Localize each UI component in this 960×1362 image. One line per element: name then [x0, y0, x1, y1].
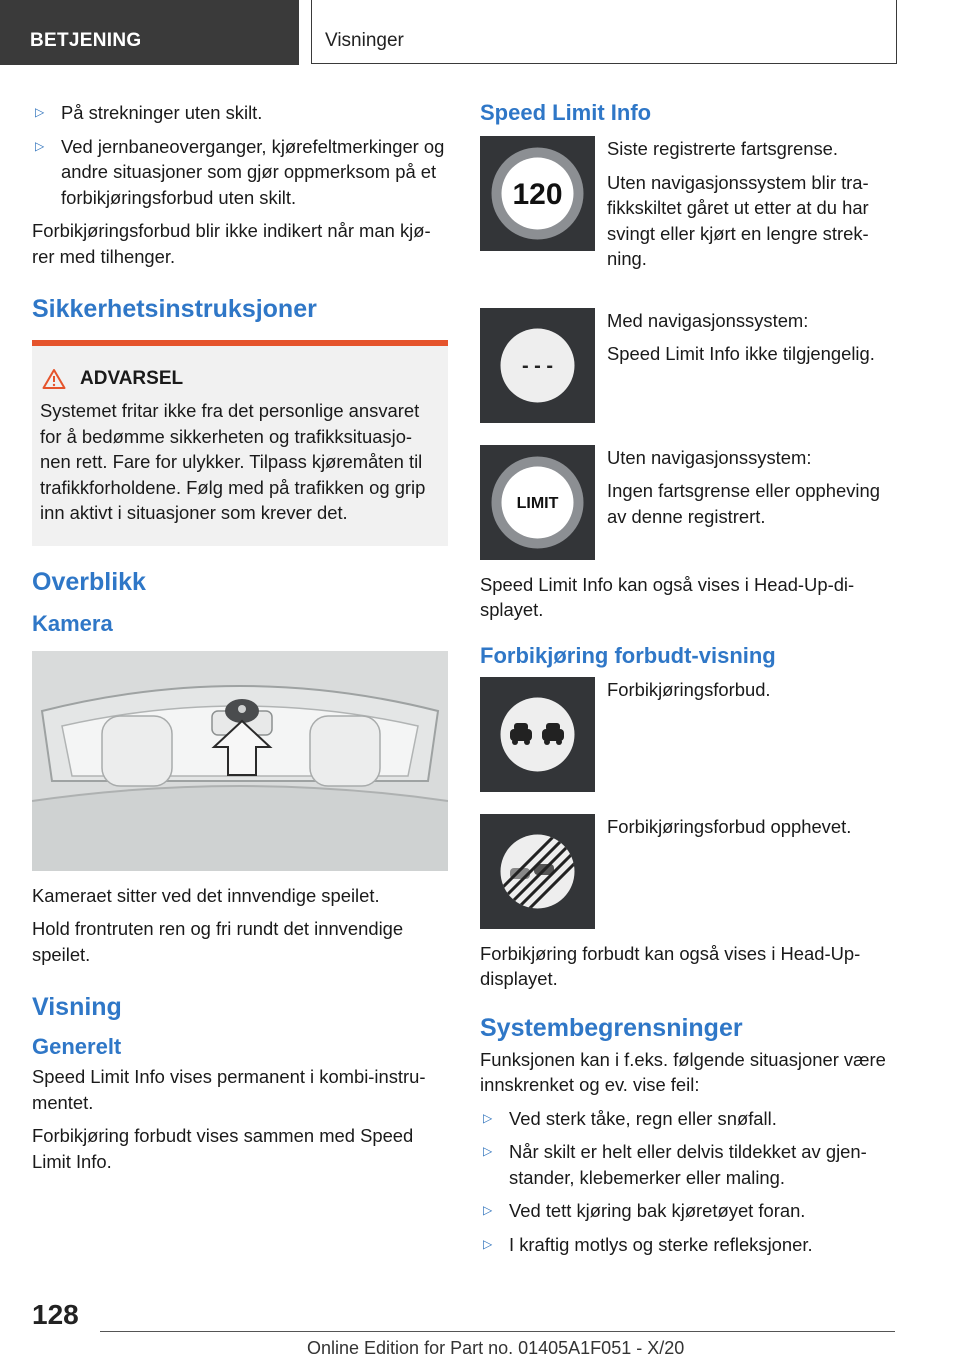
sign-description: [607, 308, 895, 375]
triangle-bullet-icon: ▷: [483, 1236, 493, 1251]
list-item-text: Når skilt er helt eller delvis tildekket av gjen‐stander, klebemerker eller maling.: [509, 1141, 867, 1188]
no-limit-sign-icon: [480, 445, 595, 560]
list-item: [480, 1139, 895, 1190]
sign-text-line: Med navigasjonssystem:: [607, 309, 809, 331]
sign-description: [607, 445, 895, 538]
no-passing-end-sign-icon: [480, 814, 595, 929]
speed-limit-info-heading: Speed Limit Info: [480, 100, 652, 125]
footer-divider: [100, 1331, 895, 1332]
list-item-text: I kraftig motlys og sterke refleksjoner.: [509, 1233, 813, 1255]
triangle-bullet-icon: ▷: [35, 105, 45, 119]
sign-text-line: Speed Limit Info ikke tilgjengelig.: [607, 343, 875, 364]
camera-text-1: Kameraet sitter ved det innvendige speilet.: [32, 884, 380, 906]
limits-heading: Systembegrensninger: [480, 1013, 743, 1042]
general-text-1: Speed Limit Info vises permanent i kombi-instru‐mentet.: [32, 1066, 426, 1113]
triangle-bullet-icon: ▷: [483, 1110, 493, 1125]
sign-description: [607, 677, 895, 711]
list-item: [480, 1198, 895, 1224]
header-section-label: BETJENING: [30, 30, 142, 51]
sign-description: [607, 136, 895, 280]
sign-text-line: Uten navigasjonssystem blir tra‐fikkskiltet gåret ut etter at du har svingt eller kjørt en lengre strek‐ning.: [607, 171, 869, 269]
list-item-text: Ved tett kjøring bak kjøretøyet foran.: [509, 1200, 806, 1221]
general-text-2: Forbikjøring forbudt vises sammen med Speed Limit Info.: [32, 1125, 414, 1172]
footer-edition: Online Edition for Part no. 01405A1F051 - X/20: [307, 1338, 685, 1358]
header-section-tab: [0, 0, 299, 65]
sign-row-unavailable: [480, 308, 895, 423]
list-item: [480, 1232, 895, 1258]
sign-row-no-passing-end: [480, 814, 895, 929]
display-heading: Visning: [32, 993, 122, 1021]
sign-text-line: Forbikjøringsforbud.: [607, 678, 771, 700]
safety-heading: Sikkerhetsinstruksjoner: [32, 295, 317, 323]
warning-box: [32, 340, 448, 546]
header-title-box: [311, 0, 897, 64]
triangle-bullet-icon: ▷: [483, 1203, 493, 1217]
sign-description: [607, 814, 895, 848]
page-number: 128: [32, 1299, 79, 1330]
list-item: [480, 1106, 895, 1132]
header-title: Visninger: [325, 30, 404, 51]
triangle-bullet-icon: ▷: [483, 1144, 493, 1158]
sign-text-line: Ingen fartsgrense eller oppheving av denne registrert.: [607, 480, 880, 527]
warning-triangle-icon: [42, 368, 66, 390]
list-item: [32, 100, 448, 126]
warning-header: [40, 368, 440, 390]
warning-text: Systemet fritar ikke fra det personlige ansvaret for å bedømme sikkerheten og trafikksituasjo‐nen rett. Fare for ulykker. Tilpass kjøremåten til trafikkforholdene. Følg med på trafikken og grip inn aktivt i situasjoner som krever det.: [40, 400, 426, 523]
sign-text-line: Uten navigasjonssystem:: [607, 446, 812, 468]
limits-intro: Funksjonen kan i f.eks. følgende situasjoner være innskrenket og ev. vise feil:: [480, 1048, 886, 1095]
sign-row-no-passing: [480, 677, 895, 792]
camera-text-2: Hold frontruten ren og fri rundt det innvendige speilet.: [32, 918, 404, 965]
no-passing-hud-text: Forbikjøring forbudt kan også vises i Head-Up-displayet.: [480, 942, 861, 989]
sign-row-120: [480, 136, 895, 280]
sli-hud-text: Speed Limit Info kan også vises i Head-Up-di‐splayet.: [480, 573, 855, 620]
general-heading: Generelt: [32, 1034, 122, 1059]
left-column: [32, 100, 448, 1182]
sign-text-line: Siste registrerte fartsgrense.: [607, 138, 838, 159]
no-passing-sign-icon: [480, 677, 595, 792]
overview-heading: Overblikk: [32, 567, 146, 596]
speed-limit-120-sign-icon: [480, 136, 595, 251]
warning-title: ADVARSEL: [80, 368, 184, 389]
trailer-paragraph: Forbikjøringsforbud blir ikke indikert når man kjø‐rer med tilhenger.: [32, 220, 431, 267]
sign-text-line: Forbikjøringsforbud opphevet.: [607, 815, 852, 837]
right-column: [480, 100, 895, 1265]
speed-limit-unavailable-sign-icon: [480, 308, 595, 423]
camera-heading: Kamera: [32, 610, 113, 636]
sign-symbol: - - -: [521, 354, 554, 377]
list-item: [32, 134, 448, 211]
no-passing-heading: Forbikjøring forbudt-visning: [480, 642, 776, 668]
camera-illustration: [32, 651, 448, 871]
list-item-text: Ved sterk tåke, regn eller snøfall.: [509, 1107, 777, 1129]
sign-label: LIMIT: [516, 494, 559, 512]
triangle-bullet-icon: ▷: [35, 138, 45, 153]
sign-number: 120: [512, 178, 563, 211]
sign-row-limit: [480, 445, 895, 560]
list-item-text: På strekninger uten skilt.: [61, 102, 263, 123]
list-item-text: Ved jernbaneoverganger, kjørefeltmerkinger og andre situasjoner som gjør oppmerksom på et forbikjøringsforbud uten skilt.: [61, 135, 445, 208]
